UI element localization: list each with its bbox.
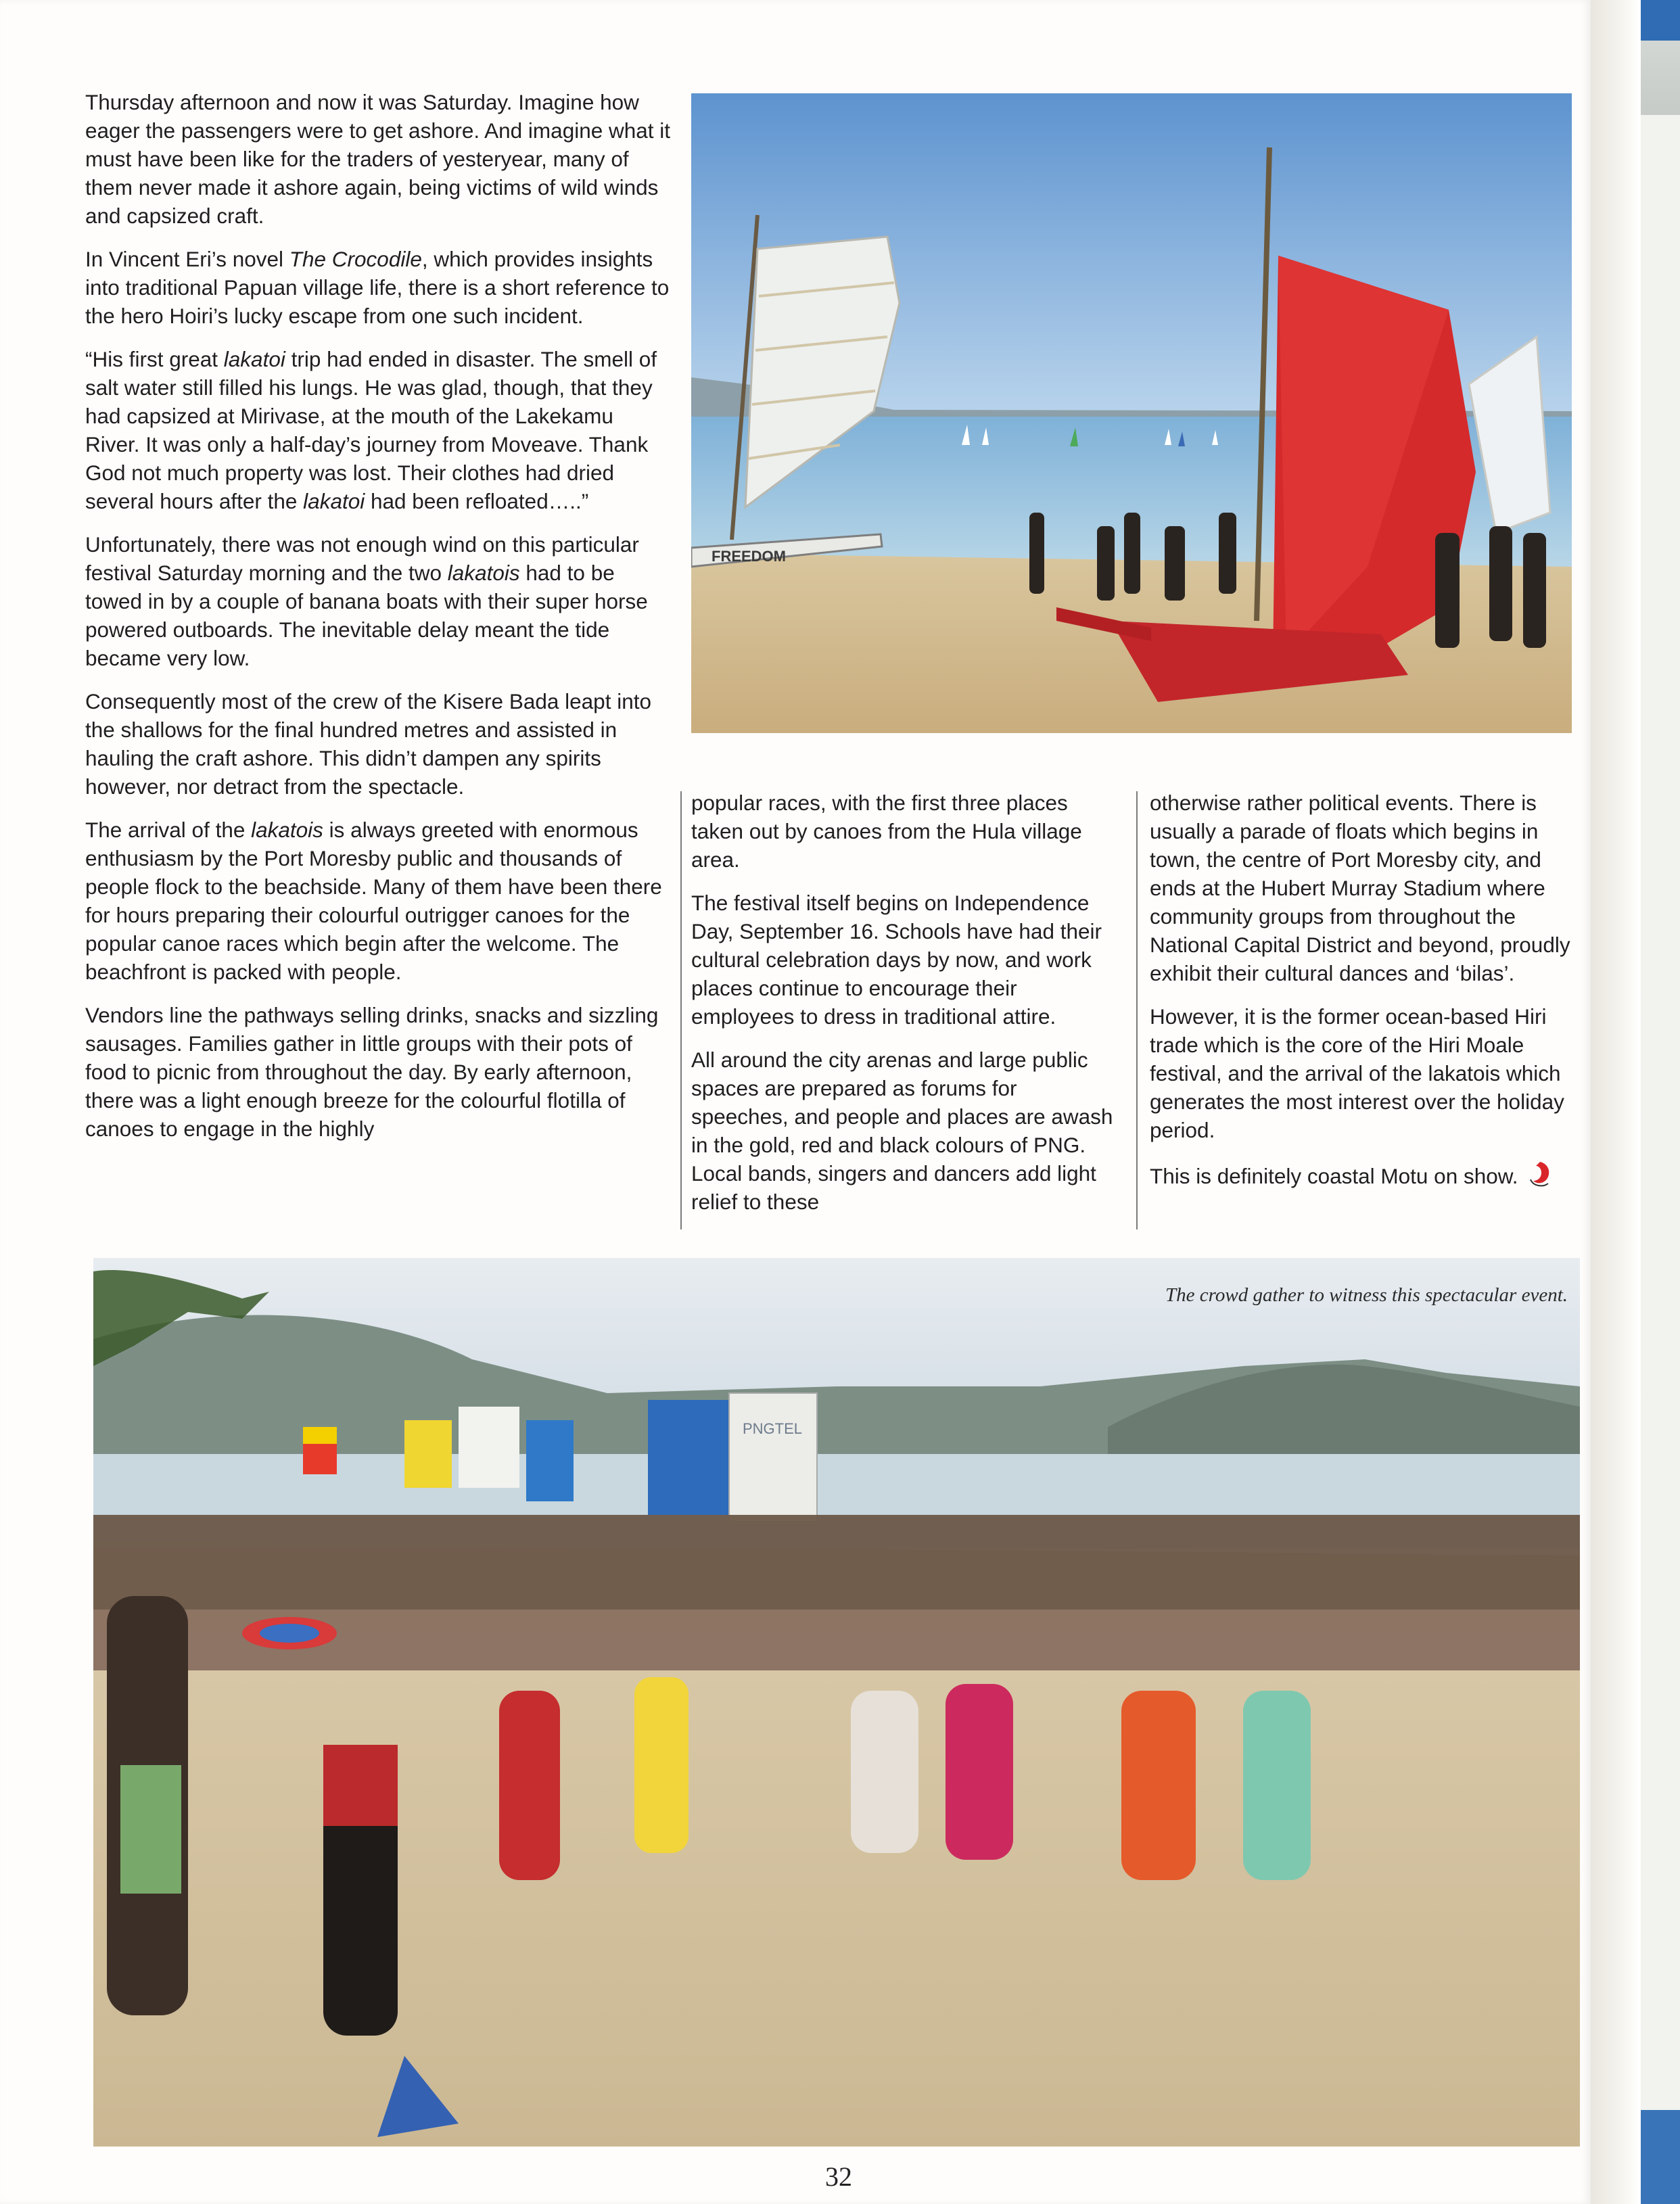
- article-right-column: [1150, 789, 1577, 1205]
- article-left-column: [85, 88, 671, 1158]
- photo-crowd-beach: [93, 1258, 1580, 2147]
- canoe-name-label: FREEDOM: [711, 548, 786, 565]
- paragraph-text: had been refloated…..”: [365, 489, 589, 513]
- sail-sponsor-label: PNGTEL: [743, 1420, 803, 1437]
- article-middle-column: [691, 789, 1119, 1231]
- paragraph-text: However, it is the former ocean-based Hiri trade which is the core of the Hiri Moale festival, and the arrival of the lakatois which generates the most interest over the holiday period.: [1150, 1004, 1564, 1142]
- emphasis: lakatois: [251, 818, 323, 842]
- paragraph-text: The festival itself begins on Independence Day, September 16. Schools have had their cultural celebration days by now, and work places continue to encourage their employees to dress in traditional attire.: [691, 891, 1102, 1029]
- paragraph-text: All around the city arenas and large public spaces are prepared as forums for speeches, and people and places are awash in the gold, red and black colours of PNG. Local bands, singers and dancers add light relief to these: [691, 1048, 1113, 1214]
- paragraph-text: Vendors line the pathways selling drinks, snacks and sizzling sausages. Families gather in little groups with their pots of food to picnic from throughout the day. By early afternoon, there was a light enough breeze for the colourful flotilla of canoes to engage in the highly: [85, 1003, 659, 1141]
- paragraph: [85, 687, 671, 801]
- column-divider: [680, 791, 682, 1229]
- photo-crowd-beach-image: [93, 1258, 1580, 2147]
- column-divider: [1136, 791, 1138, 1229]
- photo-lakatoi-beach: [691, 93, 1572, 733]
- bird-of-paradise-icon: [1525, 1159, 1555, 1189]
- paragraph-text: This is definitely coastal Motu on show.: [1150, 1164, 1518, 1188]
- closing-paragraph: [1150, 1159, 1577, 1190]
- spine-color-strip: [1641, 0, 1680, 2204]
- book-title: The Crocodile: [289, 247, 422, 271]
- paragraph: [85, 816, 671, 986]
- paragraph-text: popular races, with the first three places taken out by canoes from the Hula village area.: [691, 791, 1082, 872]
- paragraph: [691, 889, 1119, 1031]
- paragraph-text: , which provides insights into traditional Papuan village life, there is a short reference to the hero Hoiri’s lucky escape from one such incident.: [85, 247, 670, 328]
- page-number: 32: [825, 2161, 852, 2192]
- paragraph-text: The arrival of the: [85, 818, 252, 842]
- paragraph-text: trip had ended in disaster. The smell of salt water still filled his lungs. He was glad, though, that they had capsized at Mirivase, at the mouth of the Lakekamu River. It was only a half-day’s journey from Moveave. Thank God not much property was lost. Their clothes had dried several hours after the: [85, 347, 657, 513]
- paragraph: [691, 789, 1119, 874]
- paragraph-text: Thursday afternoon and now it was Saturday. Imagine how eager the passengers were to get ashore. And imagine what it must have been like for the traders of yesteryear, many of them never made it ashore again, being victims of wild winds and capsized craft.: [85, 90, 671, 228]
- photo-lakatoi-beach-image: [691, 93, 1572, 733]
- paragraph-text: had to be towed in by a couple of banana boats with their super horse powered outboards. The inevitable delay meant the tide became very low.: [85, 561, 648, 670]
- paragraph-quote: [85, 345, 671, 515]
- paragraph: [691, 1046, 1119, 1216]
- paragraph-text: Unfortunately, there was not enough wind on this particular festival Saturday morning and the two: [85, 532, 639, 585]
- photo-caption: The crowd gather to witness this spectacular event.: [1165, 1284, 1568, 1306]
- emphasis: lakatoi: [223, 347, 285, 371]
- paragraph: [1150, 1002, 1577, 1144]
- emphasis: lakatois: [447, 561, 520, 585]
- paragraph-text: otherwise rather political events. There is usually a parade of floats which begins in town, the centre of Port Moresby city, and ends at the Hubert Murray Stadium where community groups from throughout the National Capital District and beyond, proudly exhibit their cultural dances and ‘bilas’.: [1150, 791, 1570, 985]
- paragraph: [85, 245, 671, 330]
- paragraph: [85, 530, 671, 672]
- paragraph: [1150, 789, 1577, 987]
- paragraph-text: Consequently most of the crew of the Kisere Bada leapt into the shallows for the final hundred metres and assisted in hauling the craft ashore. This didn’t dampen any spirits however, nor detract from the spectacle.: [85, 689, 651, 799]
- emphasis: lakatoi: [303, 489, 365, 513]
- paragraph-text: In Vincent Eri’s novel: [85, 247, 289, 271]
- paragraph: [85, 1001, 671, 1143]
- paragraph-text: is always greeted with enormous enthusiasm by the Port Moresby public and thousands of people flock to the beachside. Many of them have been there for hours preparing their colourful outrigger canoes for the popular canoe races which begin after the welcome. The beachfront is packed with people.: [85, 818, 662, 984]
- paragraph: [85, 88, 671, 230]
- paragraph-text: “His first great: [85, 347, 224, 371]
- page-spine: [1591, 0, 1680, 2204]
